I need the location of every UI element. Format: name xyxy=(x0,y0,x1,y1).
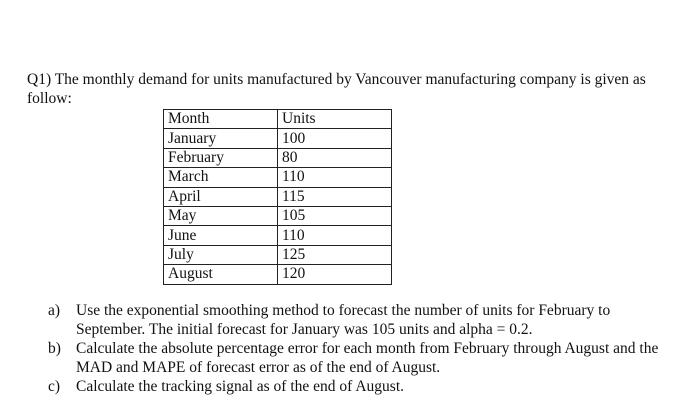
part-marker: a) xyxy=(48,302,61,319)
header-units: Units xyxy=(278,110,392,129)
cell-units: 115 xyxy=(278,187,392,206)
cell-units: 80 xyxy=(278,148,392,167)
question-text: Q1) The monthly demand for units manufactured by Vancouver manufacturing company is given as follow: xyxy=(27,71,646,107)
cell-month: July xyxy=(164,245,278,264)
cell-units: 110 xyxy=(278,226,392,245)
cell-month: March xyxy=(164,168,278,187)
table-row xyxy=(164,226,392,245)
demand-table xyxy=(163,109,392,285)
cell-month: January xyxy=(164,129,278,148)
table-row xyxy=(164,265,392,284)
cell-units: 125 xyxy=(278,245,392,264)
cell-units: 100 xyxy=(278,129,392,148)
cell-month: June xyxy=(164,226,278,245)
part-marker: b) xyxy=(48,340,61,357)
header-month: Month xyxy=(164,110,278,129)
question-part-a xyxy=(48,301,678,339)
table-row xyxy=(164,206,392,225)
cell-month: February xyxy=(164,148,278,167)
table-row xyxy=(164,187,392,206)
table-row xyxy=(164,245,392,264)
table-row xyxy=(164,129,392,148)
cell-units: 120 xyxy=(278,265,392,284)
table-header-row xyxy=(164,110,392,129)
table-row xyxy=(164,148,392,167)
part-text: Calculate the absolute percentage error for each month from February through August and the MAD and MAPE of forecast error as of the end of August. xyxy=(76,340,659,376)
cell-month: May xyxy=(164,206,278,225)
cell-month: April xyxy=(164,187,278,206)
cell-units: 105 xyxy=(278,206,392,225)
cell-month: August xyxy=(164,265,278,284)
question-parts-list xyxy=(48,301,678,396)
part-text: Calculate the tracking signal as of the end of August. xyxy=(76,378,404,395)
part-marker: c) xyxy=(48,378,61,395)
question-part-b xyxy=(48,339,678,377)
part-text: Use the exponential smoothing method to forecast the number of units for February to September. The initial forecast for January was 105 units and alpha = 0.2. xyxy=(76,302,611,338)
cell-units: 110 xyxy=(278,168,392,187)
question-part-c xyxy=(48,377,678,396)
table-row xyxy=(164,168,392,187)
